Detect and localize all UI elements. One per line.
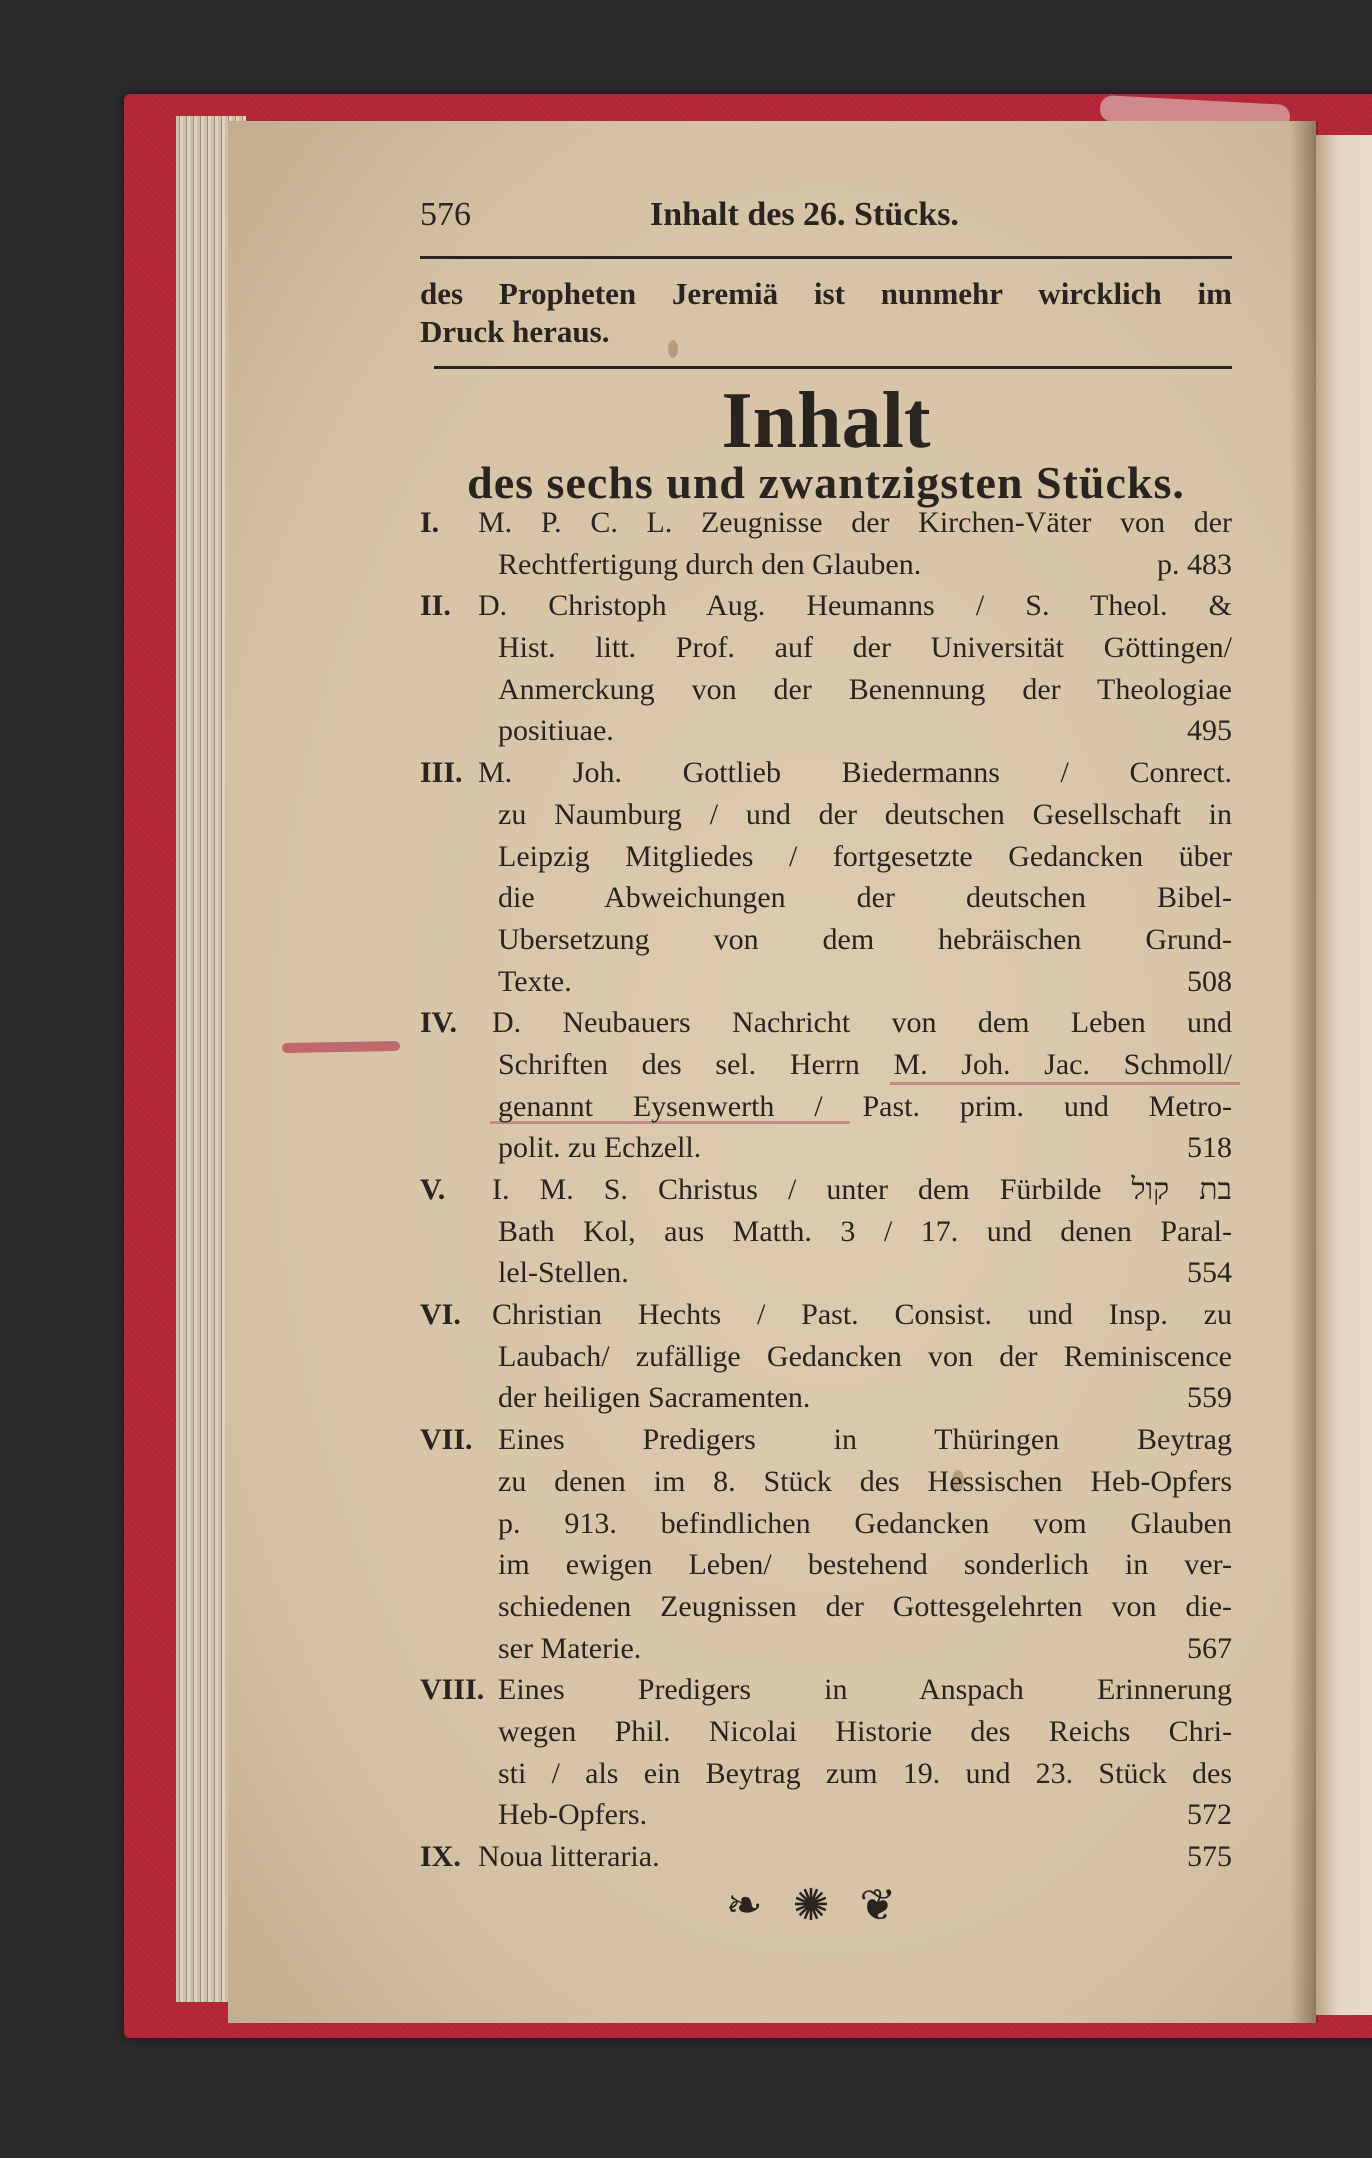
entry-line (478, 1836, 1232, 1878)
entry-line: Eines Predigers in Anspach Erinnerung (498, 1673, 1232, 1707)
running-title: Inhalt des 26. Stücks. (650, 196, 959, 233)
entry-page-number: 567 (1187, 1631, 1232, 1665)
continuation-line: Druck heraus. (420, 314, 610, 349)
page-gutter (1290, 121, 1318, 2023)
entry-numeral: I. (420, 506, 440, 539)
contents-list (420, 502, 1232, 1878)
contents-entry (420, 1669, 1232, 1836)
entry-line (498, 1628, 1232, 1670)
entry-line: Christian Hechts / Past. Consist. und Insp. zu (492, 1298, 1232, 1332)
entry-numeral: V. (420, 1173, 446, 1206)
entry-line: die Abweichungen der deutschen Bibel- (498, 881, 1232, 915)
entry-line (498, 1252, 1232, 1294)
entry-text: positiuae. (498, 714, 614, 748)
facing-page (1316, 135, 1372, 2015)
entry-line (498, 1377, 1232, 1419)
entry-line (498, 961, 1232, 1003)
entry-line (498, 1794, 1232, 1836)
red-pen-mark (282, 1041, 400, 1053)
entry-line: Laubach/ zufällige Gedancken von der Reminiscence (498, 1339, 1232, 1373)
contents-subtitle: des sechs und zwantzigsten Stücks. (467, 457, 1185, 508)
contents-entry (420, 502, 1232, 585)
entry-page-number: p. 483 (1157, 547, 1232, 581)
entry-line: schiedenen Zeugnissen der Gottesgelehrten von die- (498, 1589, 1232, 1623)
entry-page-number: 575 (1187, 1840, 1232, 1873)
entry-text: der heiligen Sacramenten. (498, 1381, 811, 1415)
entry-line: Schriften des sel. Herrn M. Joh. Jac. Schmoll/ (498, 1047, 1232, 1081)
entry-line: genannt Eysenwerth / Past. prim. und Metro- (498, 1089, 1232, 1123)
entry-page-number: 554 (1187, 1256, 1232, 1290)
entry-line: Leipzig Mitgliedes / fortgesetzte Gedancken über (498, 839, 1232, 873)
entry-text: Noua litteraria. (478, 1840, 660, 1873)
entry-line: Ubersetzung von dem hebräischen Grund- (498, 922, 1232, 956)
entry-page-number: 508 (1187, 964, 1232, 998)
entry-text: Heb-Opfers. (498, 1798, 648, 1832)
entry-line: zu Naumburg / und der deutschen Gesellschaft in (498, 797, 1232, 831)
entry-page-number: 495 (1187, 714, 1232, 748)
entry-numeral: VIII. (420, 1673, 485, 1707)
contents-entry (420, 1294, 1232, 1419)
entry-text: Texte. (498, 964, 572, 998)
entry-line: M. Joh. Gottlieb Biedermanns / Conrect. (478, 756, 1232, 790)
entry-numeral: VII. (420, 1423, 473, 1457)
entry-line: p. 913. befindlichen Gedancken vom Glauben (498, 1506, 1232, 1540)
contents-entry (420, 1419, 1232, 1669)
entry-line: M. P. C. L. Zeugnisse der Kirchen-Väter von der (478, 506, 1232, 539)
entry-line (498, 1127, 1232, 1169)
entry-line: wegen Phil. Nicolai Historie des Reichs Chri- (498, 1714, 1232, 1748)
entry-page-number: 559 (1187, 1381, 1232, 1415)
entry-page-number: 518 (1187, 1131, 1232, 1165)
entry-text: polit. zu Echzell. (498, 1131, 702, 1165)
entry-numeral: VI. (420, 1298, 461, 1332)
entry-line: Eines Predigers in Thüringen Beytrag (498, 1423, 1232, 1457)
entry-line: Hist. litt. Prof. auf der Universität Göttingen/ (498, 631, 1232, 665)
section-rule (434, 366, 1232, 369)
header-rule (420, 256, 1232, 259)
entry-line: im ewigen Leben/ bestehend sonderlich in ver- (498, 1548, 1232, 1582)
entry-line (498, 710, 1232, 752)
entry-numeral: IV. (420, 1006, 457, 1040)
entry-text: lel-Stellen. (498, 1256, 629, 1290)
entry-line: I. M. S. Christus / unter dem Fürbilde בת קול (492, 1173, 1232, 1206)
page-number: 576 (420, 196, 471, 233)
entry-line: Bath Kol, aus Matth. 3 / 17. und denen Paral- (498, 1214, 1232, 1248)
entry-text: Rechtfertigung durch den Glauben. (498, 547, 922, 581)
entry-line: D. Neubauers Nachricht von dem Leben und (492, 1006, 1232, 1040)
entry-line: zu denen im 8. Stück des Hessischen Heb-Opfers (498, 1464, 1232, 1498)
entry-line: sti / als ein Beytrag zum 19. und 23. Stück des (498, 1756, 1232, 1790)
contents-entry (420, 1002, 1232, 1169)
entry-text: ser Materie. (498, 1631, 642, 1665)
contents-entry (420, 1169, 1232, 1294)
contents-entry (420, 585, 1232, 752)
contents-entry (420, 1836, 1232, 1878)
contents-title: Inhalt (721, 377, 931, 465)
entry-numeral: II. (420, 589, 451, 623)
entry-numeral: IX. (420, 1840, 461, 1873)
entry-page-number: 572 (1187, 1798, 1232, 1832)
contents-entry (420, 752, 1232, 1002)
entry-line: Anmerckung von der Benennung der Theologiae (498, 672, 1232, 706)
entry-line: D. Christoph Aug. Heumanns / S. Theol. & (478, 589, 1232, 623)
entry-numeral: III. (420, 756, 463, 790)
ornament-vignette: ❧✺❦ (725, 1881, 927, 1930)
continuation-line: des Propheten Jeremiä ist nunmehr wircklich im (420, 276, 1232, 311)
entry-line (498, 544, 1232, 586)
